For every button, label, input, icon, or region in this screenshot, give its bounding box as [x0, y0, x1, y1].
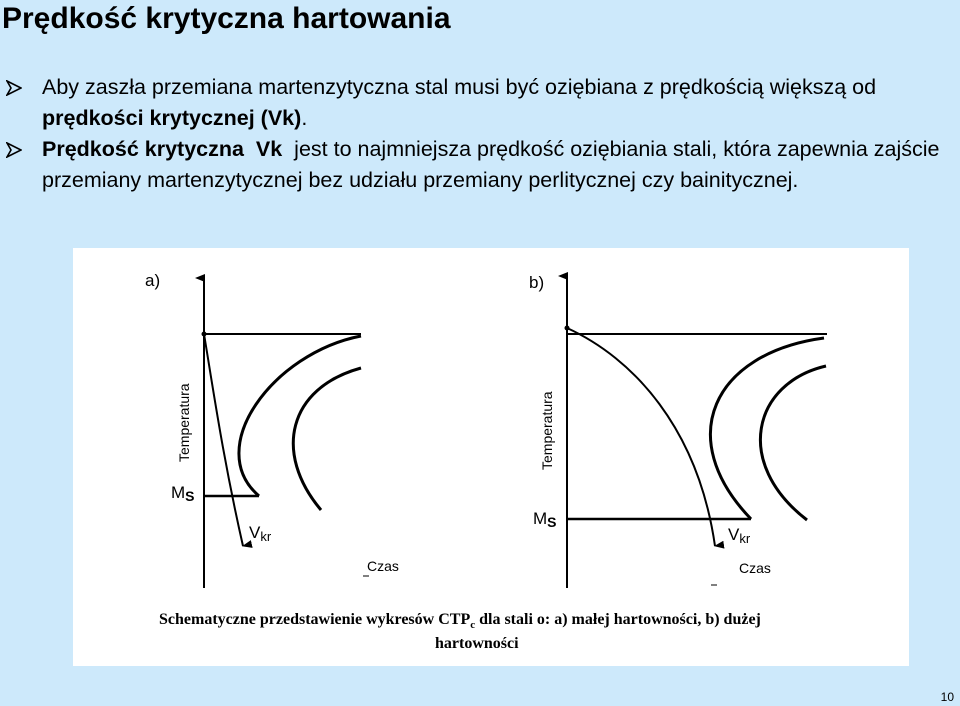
panel-b-vkr-sub: kr [739, 531, 751, 546]
ctp-diagram-svg [73, 248, 909, 666]
figure-caption-line-2: hartowności [435, 635, 519, 652]
panel-a-vkr-sub: kr [260, 529, 272, 544]
caption-subscript: c [470, 619, 476, 631]
panel-a-label: a) [145, 271, 161, 290]
panel-b [529, 273, 827, 588]
page-number: 10 [940, 690, 954, 704]
ctp-diagram-figure [73, 248, 909, 666]
panel-a-transformation-end-curve [293, 368, 361, 510]
bullet-list [6, 72, 951, 196]
arrowhead-bullet-icon [6, 80, 22, 96]
arrowhead-bullet-icon [6, 142, 22, 158]
panel-a [145, 271, 399, 588]
bullet-item-1 [6, 72, 951, 134]
bullet-item-2 [6, 134, 951, 196]
panel-a-vkr-label [249, 523, 272, 544]
panel-a-y-axis-label: Temperatura [176, 383, 192, 462]
caption-main: Schematyczne przedstawienie wykresów CTP [159, 611, 471, 628]
bullet-1-suffix: . [301, 106, 308, 130]
panel-b-ms-label [533, 509, 557, 530]
panel-b-y-axis-label: Temperatura [539, 391, 555, 470]
panel-b-transformation-start-curve [710, 338, 824, 519]
slide-title: Prędkość krytyczna hartowania [2, 2, 451, 35]
panel-b-vkr-label [728, 525, 751, 546]
panel-a-ms-main: M [171, 483, 186, 502]
panel-b-x-axis-label: Czas [739, 560, 771, 576]
panel-b-ms-main: M [533, 509, 548, 528]
panel-b-transformation-end-curve [760, 366, 826, 520]
panel-a-x-axis-label: Czas [367, 558, 399, 574]
panel-a-critical-cooling-curve [204, 334, 243, 546]
bullet-1-text: Aby zaszła przemiana martenzytyczna stal musi być oziębiana z prędkością większą od [42, 75, 877, 99]
caption-rest: dla stali o: a) małej hartowności, b) dużej [475, 611, 761, 628]
panel-a-ms-sub: S [185, 488, 195, 504]
bullet-2-bold: Prędkość krytyczna Vk [42, 137, 283, 161]
panel-a-ms-label [171, 483, 195, 504]
panel-b-label: b) [529, 273, 545, 292]
panel-a-vkr-main: V [249, 523, 261, 542]
panel-b-critical-cooling-curve [567, 328, 715, 546]
panel-b-ms-sub: S [547, 514, 557, 530]
panel-b-vkr-main: V [728, 525, 740, 544]
bullet-2-text: jest to najmniejsza prędkość oziębiania stali, która zapewnia zajście przemiany martenzytycznej bez udziału przemiany perlitycznej czy bainitycznej. [42, 137, 946, 192]
bullet-1-bold: prędkości krytycznej (Vk) [42, 106, 302, 130]
figure-caption-line-1 [159, 611, 761, 631]
